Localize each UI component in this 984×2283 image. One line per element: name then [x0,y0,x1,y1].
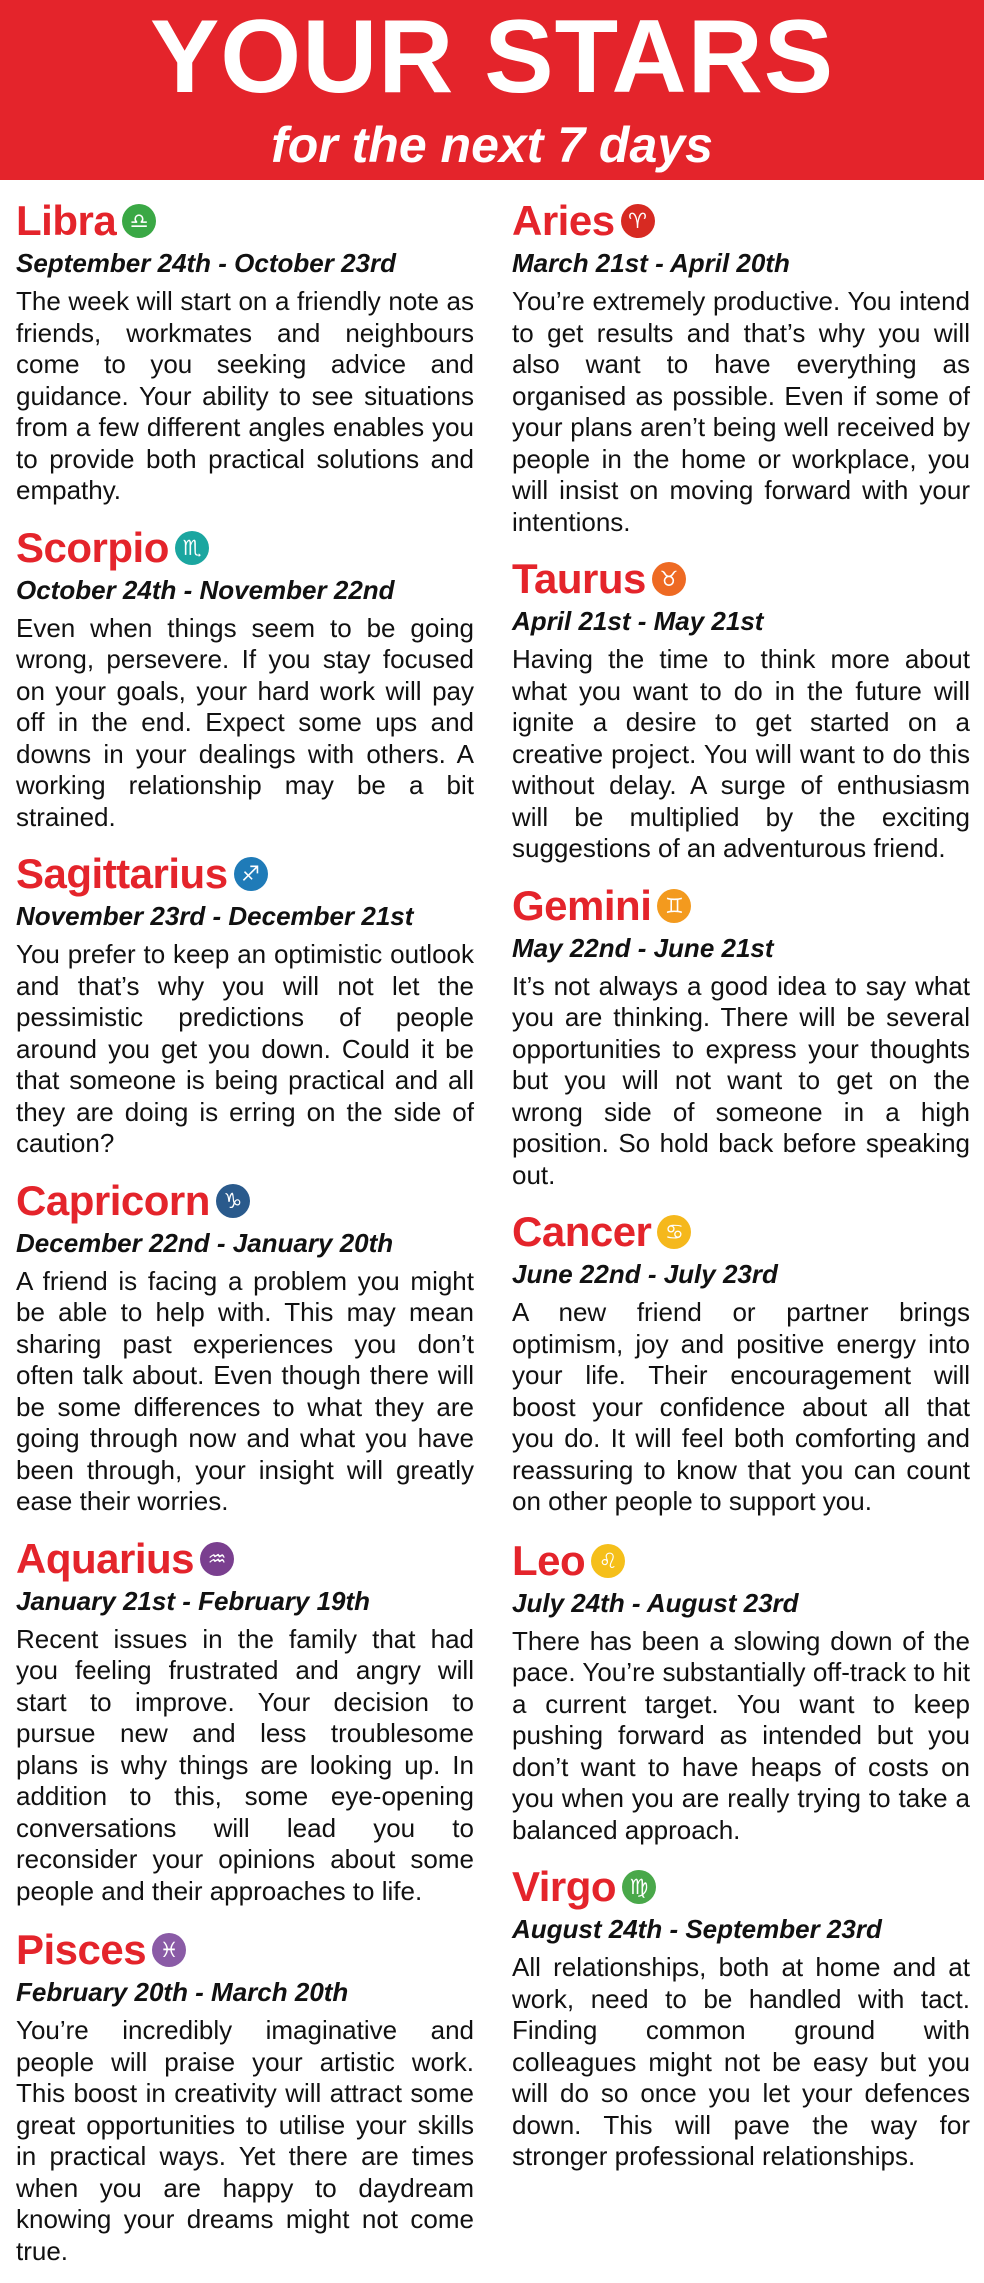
sign-name: Aries [512,197,615,244]
horoscope-leo [512,1538,970,1847]
horoscope-aries [512,198,970,538]
sagittarius-icon: ♐ [234,857,268,891]
sign-heading [16,851,474,897]
sign-heading [16,1178,474,1224]
sign-name: Scorpio [16,523,169,571]
sign-heading [16,1536,474,1582]
sign-forecast: A friend is facing a problem you might be able to help with. This may mean sharing past experiences you don’t often talk about. Even though there will be some differences to what they are going through now and what you have been through, your insight will greatly ease their worries. [16,1265,474,1516]
sign-dates: March 21st - April 20th [512,248,790,278]
sign-forecast: The week will start on a friendly note as friends, workmates and neighbours come to you seeking advice and guidance. Your ability to see situations from a few different angles enables you to provide both practical solutions and empathy. [16,286,474,505]
sign-name: Sagittarius [16,850,228,897]
sign-forecast: Even when things seem to be going wrong, persevere. If you stay focused on your goals, your hard work will pay off in the end. Expect some ups and downs in your dealings with others. A working relationship may be a bit strained. [16,612,474,832]
sign-forecast: It’s not always a good idea to say what you are thinking. There will be several opportunities to express your thoughts but you will not want to get on the wrong side of someone in a high position. So hold back before speaking out. [512,970,970,1190]
horoscope-capricorn [16,1178,474,1518]
sign-forecast: You prefer to keep an optimistic outlook and that’s why you will not let the pessimistic predictions of people around you get you down. Could it be that someone is being practical and all they are doing is erring on the side of caution? [16,939,474,1158]
sign-heading [512,556,970,602]
sign-heading [512,1538,970,1584]
horoscope-pisces [16,1927,474,2267]
horoscope-libra [16,198,474,507]
sign-name: Virgo [512,1863,617,1910]
sign-name: Taurus [512,555,646,602]
horoscope-aquarius [16,1536,474,1908]
sign-dates: October 24th - November 22nd [16,574,395,605]
sign-dates: June 22nd - July 23rd [512,1259,778,1289]
libra-icon: ♎ [122,204,156,238]
right-column [512,198,970,2173]
sign-dates: January 21st - February 19th [16,1585,371,1616]
sign-heading [16,525,474,571]
sign-forecast: Having the time to think more about what you want to do in the future will ignite a desire to get started on a creative project. You will want to do this without delay. A surge of enthusiasm will be multiplied by the exciting suggestions of an adventurous friend. [512,644,970,863]
taurus-icon: ♉ [652,562,686,596]
sign-heading [512,198,970,244]
sign-name: Pisces [16,1926,147,1973]
sign-dates: November 23rd - December 21st [16,901,414,931]
header-banner [0,0,984,180]
sign-dates: December 22nd - January 20th [16,1227,394,1258]
scorpio-icon: ♏ [175,531,209,565]
horoscope-gemini [512,883,970,1192]
sign-heading [16,198,474,244]
sign-dates: September 24th - October 23rd [16,248,396,278]
sign-dates: July 24th - August 23rd [512,1587,799,1618]
sign-forecast: Recent issues in the family that had you feeling frustrated and angry will start to improve. Your decision to pursue new and less troublesome plans is why things are looking up. In addition to this, some eye-opening conversations will lead you to reconsider your opinions about some people and their approaches to life. [16,1623,474,1906]
sign-name: Capricorn [16,1176,210,1224]
sign-forecast: You’re incredibly imaginative and people will praise your artistic work. This boost in creativity will attract some great opportunities to utilise your skills in practical ways. Yet there are times when you are happy to daydream knowing your dreams might not come true. [16,2015,474,2266]
horoscope-taurus [512,556,970,865]
sign-heading [512,1864,970,1910]
sign-forecast: You’re extremely productive. You intend to get results and that’s why you will also want to have everything as organised as possible. Even if some of your plans aren’t being well received by people in the home or workplace, you will insist on moving forward with your intentions. [512,286,970,537]
capricorn-icon: ♑ [216,1184,250,1218]
sign-name: Cancer [512,1208,652,1255]
virgo-icon: ♍ [622,1870,656,1904]
sign-name: Leo [512,1536,586,1584]
leo-icon: ♌ [591,1544,625,1578]
sign-forecast: All relationships, both at home and at work, need to be handled with tact. Finding common ground with colleagues might not be easy but you will do so once you let your defences down. This will pave the way for stronger professional relationships. [512,1952,970,2171]
gemini-icon: ♊ [657,889,691,923]
left-column [16,198,474,2267]
sign-heading [512,1209,970,1255]
sign-name: Gemini [512,881,652,929]
horoscope-sagittarius [16,851,474,1160]
sign-forecast: A new friend or partner brings optimism, joy and positive energy into your life. Their encouragement will boost your confidence about all that you do. It will feel both comforting and reassuring to know that you can count on other people to support you. [512,1297,970,1516]
aquarius-icon: ♒ [200,1542,234,1576]
sign-heading [16,1927,474,1973]
horoscope-scorpio [16,525,474,834]
page-title: YOUR STARS [149,0,835,115]
sign-dates: May 22nd - June 21st [512,932,774,963]
sign-forecast: There has been a slowing down of the pace. You’re substantially off-track to hit a current target. You want to keep pushing forward as intended but you don’t want to have heaps of costs on you when you are really trying to take a balanced approach. [512,1625,970,1845]
cancer-icon: ♋ [657,1215,691,1249]
aries-icon: ♈ [621,204,655,238]
pisces-icon: ♓ [152,1933,186,1967]
sign-heading [512,883,970,929]
sign-dates: April 21st - May 21st [512,606,764,636]
sign-name: Libra [16,197,117,244]
horoscope-cancer [512,1209,970,1518]
page-subtitle: for the next 7 days [271,117,713,173]
sign-dates: August 24th - September 23rd [512,1914,882,1944]
sign-dates: February 20th - March 20th [16,1977,349,2007]
horoscope-virgo [512,1864,970,2173]
sign-name: Aquarius [16,1534,195,1582]
